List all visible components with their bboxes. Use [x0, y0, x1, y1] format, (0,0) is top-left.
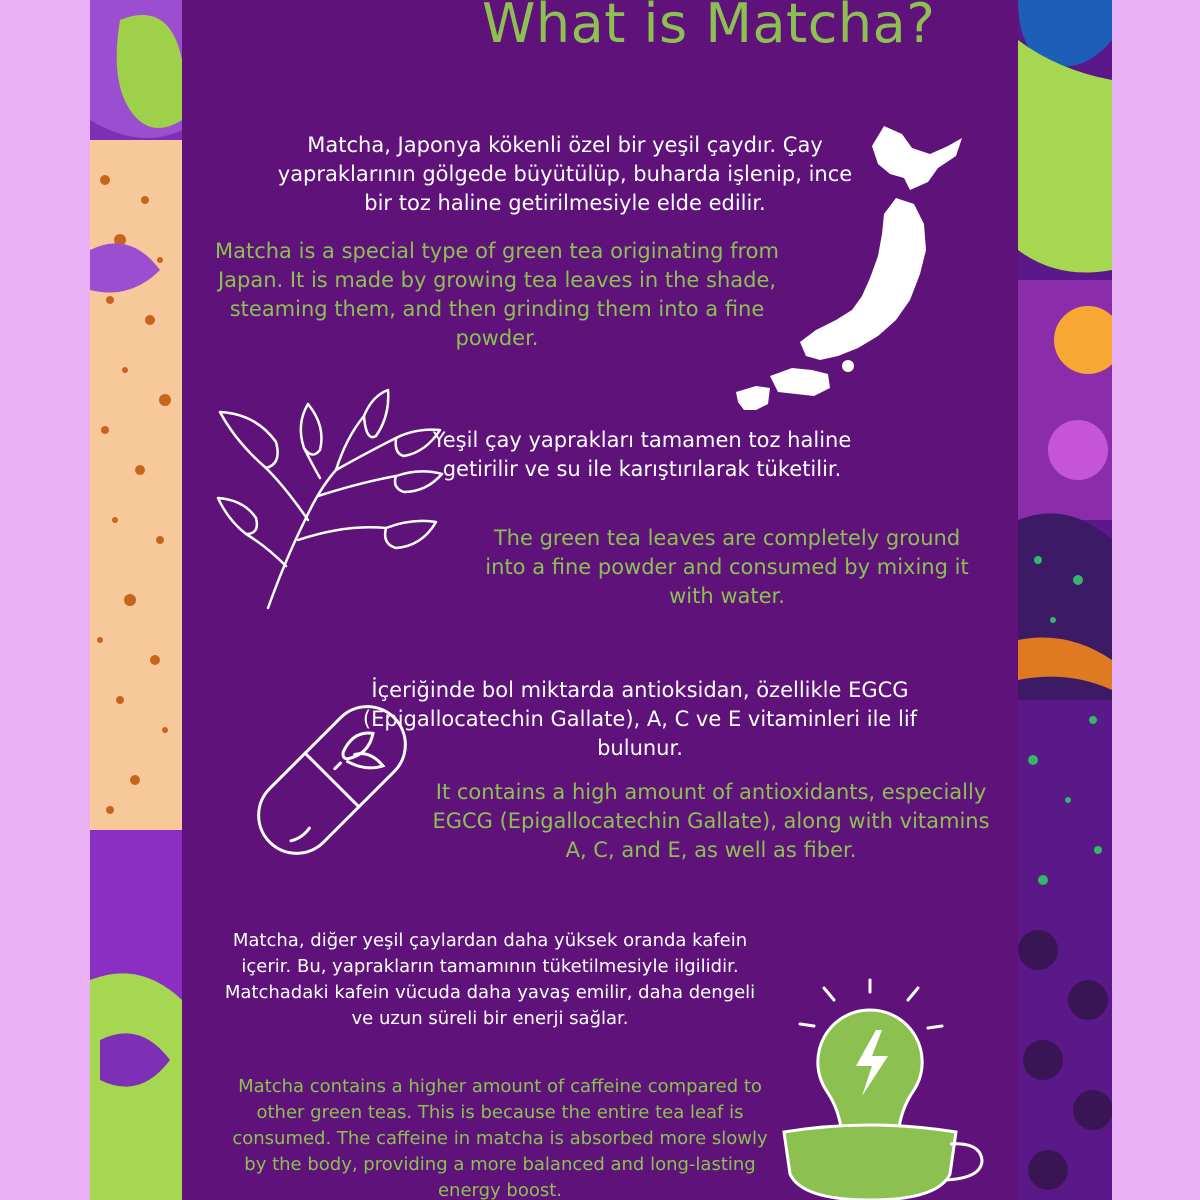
- japan-map-icon: [734, 124, 1000, 412]
- section-1-english-text: Matcha is a special type of green tea originating from Japan. It is made by growing tea leaves in the shade, steaming them, and then grinding them into a fine powder.: [214, 239, 779, 350]
- section-4-english-text: Matcha contains a higher amount of caffeine compared to other green teas. This is because the entire tea leaf is consumed. The caffeine in matcha is absorbed more slowly by the body, providing a more balanced and long-lasting energy boost.: [232, 1076, 768, 1200]
- section-2-turkish-text: Yeşil çay yaprakları tamamen toz haline getirilir ve su ile karıştırılarak tüketilir.: [432, 428, 852, 481]
- content-panel: [182, 0, 1018, 1200]
- section-2-english-text: The green tea leaves are completely ground into a fine powder and consumed by mixing it with water.: [485, 526, 969, 608]
- right-decorative-strip: [1018, 0, 1112, 1200]
- section-3-english-text: It contains a high amount of antioxidants, especially EGCG (Epigallocatechin Gallate), along with vitamins A, C, and E, as well as fiber.: [432, 780, 990, 862]
- left-decorative-strip: [90, 0, 182, 1200]
- abstract-pattern-right: [1018, 0, 1112, 1200]
- section-3-turkish-text: İçeriğinde bol miktarda antioksidan, özellikle EGCG (Epigallocatechin Gallate), A, C ve E vitaminleri ile lif bulunur.: [362, 678, 918, 760]
- section-4-turkish-text: Matcha, diğer yeşil çaylardan daha yüksek oranda kafein içerir. Bu, yaprakların tamamının tüketilmesiyle ilgilidir. Matchadaki kafein vücuda daha yavaş emilir, daha dengeli ve uzun süreli bir enerji sağlar.: [224, 930, 756, 1029]
- page-title: What is Matcha?: [482, 0, 936, 55]
- section-1-turkish-text: Matcha, Japonya kökenli özel bir yeşil çaydır. Çay yapraklarının gölgede büyütülüp, buharda işlenip, ince bir toz haline getirilmesiyle elde edilir.: [277, 133, 853, 215]
- tea-leaves-icon: [216, 388, 448, 618]
- energy-bulb-cup-icon: [778, 968, 998, 1200]
- abstract-pattern-left: [90, 0, 182, 1200]
